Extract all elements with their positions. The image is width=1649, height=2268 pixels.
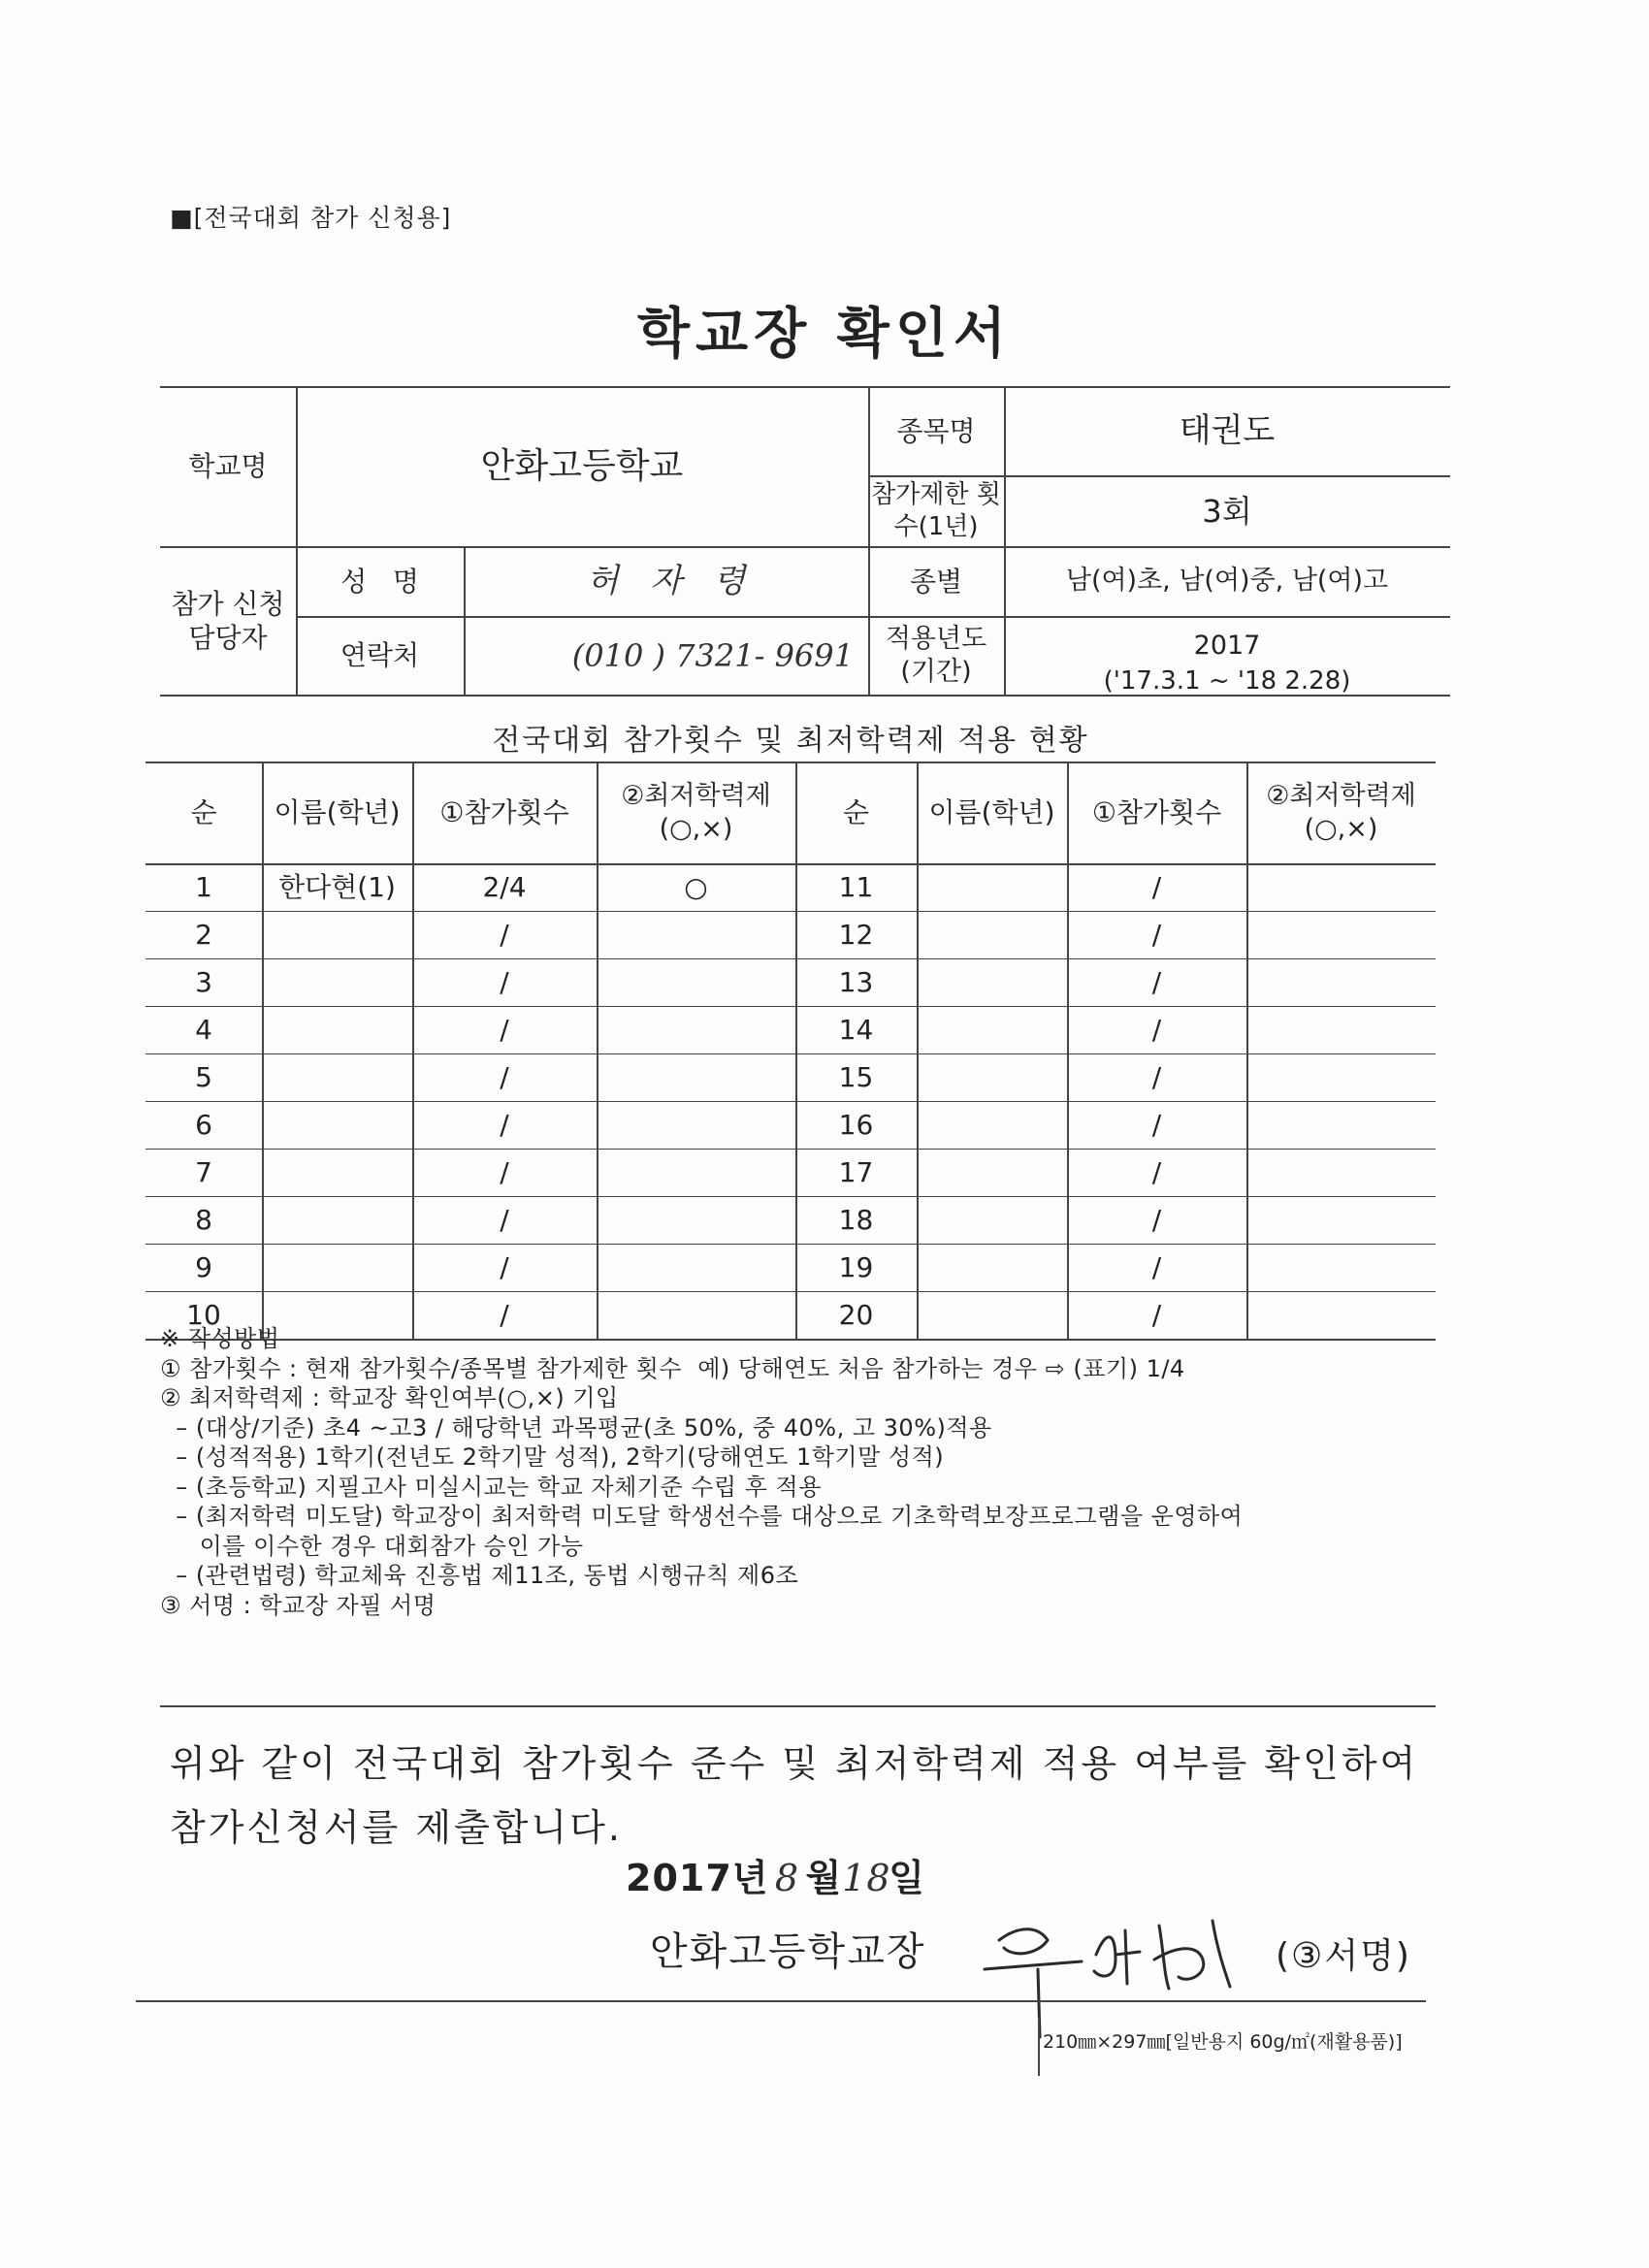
roster-cell-name: [917, 1101, 1067, 1149]
roster-cell-name: 한다현(1): [278, 871, 396, 903]
roster-cell-count: /: [1151, 1061, 1162, 1093]
column-header: 순: [190, 796, 217, 828]
roster-cell-name: [262, 1101, 412, 1149]
instruction-line: – (최저학력 미도달) 학교장이 최저학력 미도달 학생선수를 대상으로 기초학력보장프로그램을 운영하여: [160, 1503, 1244, 1530]
phone-value: (010 ) 7321- 9691: [571, 636, 854, 674]
roster-cell-no: 16: [838, 1109, 874, 1141]
roster-cell-name: [917, 958, 1067, 1006]
roster-cell-grade: [1246, 911, 1436, 958]
roster-cell-count: /: [500, 1251, 509, 1283]
column-header: ②최저학력제 (○,×): [1266, 780, 1416, 844]
contact-name-value: 허 자 령: [586, 561, 746, 600]
roster-cell-count: /: [1151, 1109, 1162, 1141]
roster-cell-count: /: [1151, 1299, 1162, 1331]
instruction-line: 이를 이수한 경우 대회참가 승인 가능: [160, 1532, 584, 1560]
roster-cell-no: 18: [838, 1204, 874, 1236]
roster-cell-count: /: [1151, 1014, 1162, 1046]
paper-spec-footer: 210㎜×297㎜[일반용지 60g/㎡(재활용품)]: [1043, 2031, 1403, 2053]
roster-cell-count: /: [1151, 1156, 1162, 1188]
roster-cell-count: /: [500, 919, 509, 951]
roster-cell-no: 17: [838, 1156, 874, 1188]
sport-label: 종목명: [896, 414, 976, 447]
instruction-line: – (대상/기준) 초4 ~고3 / 해당학년 과목평균(초 50%, 중 40%, 고 30%)적용: [160, 1413, 992, 1442]
roster-cell-name: [917, 1053, 1067, 1101]
date-year: 2017년: [626, 1857, 769, 1899]
instruction-line: – (초등학교) 지필고사 미실시교는 학교 자체기준 수립 후 적용: [160, 1473, 822, 1501]
roster-cell-count: /: [1151, 871, 1162, 903]
year-value: 2017: [1193, 631, 1261, 661]
roster-cell-count: /: [500, 1299, 509, 1331]
roster-cell-no: 5: [195, 1061, 212, 1093]
instruction-line: ① 참가횟수 : 현재 참가횟수/종목별 참가제한 횟수 예) 당해연도 처음 참가하는 경우 ⇨ (표기) 1/4: [160, 1354, 1185, 1382]
document-title: 학교장 확인서: [636, 303, 1013, 366]
roster-cell-count: /: [1151, 1251, 1162, 1283]
date-month: 8: [774, 1857, 800, 1899]
roster-cell-name: [262, 958, 412, 1006]
roster-cell-grade: [1246, 1196, 1436, 1244]
roster-cell-name: [262, 1196, 412, 1244]
roster-cell-grade: [1246, 1101, 1436, 1149]
category-value: 남(여)초, 남(여)중, 남(여)고: [1065, 566, 1389, 597]
roster-cell-grade: [597, 1149, 795, 1196]
roster-cell-name: [917, 1244, 1067, 1291]
column-header: ①참가횟수: [1091, 796, 1222, 828]
school-label: 학교명: [188, 450, 268, 482]
roster-cell-count: /: [500, 1061, 509, 1093]
instruction-line: – (관련법령) 학교체육 진흥법 제11조, 동법 시행규칙 제6조: [160, 1562, 799, 1589]
phone-label: 연락처: [340, 639, 420, 671]
roster-cell-name: [917, 911, 1067, 958]
roster-cell-count: /: [1151, 919, 1162, 951]
roster-cell-name: [262, 1149, 412, 1196]
participation-limit-label: 참가제한 횟수(1년): [871, 480, 1001, 541]
roster-cell-name: [262, 1006, 412, 1053]
roster-cell-grade: ○: [684, 871, 708, 903]
roster-cell-grade: [1246, 1053, 1436, 1101]
roster-cell-no: 3: [195, 966, 212, 998]
roster-cell-no: 9: [195, 1251, 212, 1283]
sport-name: 태권도: [1179, 410, 1276, 450]
period-value: ('17.3.1 ~ '18 2.28): [1103, 666, 1351, 696]
roster-cell-count: /: [500, 1014, 509, 1046]
date-month-unit: 월: [805, 1857, 843, 1899]
roster-cell-grade: [1246, 1149, 1436, 1196]
form-type-tag: ■[전국대회 참가 신청용]: [170, 204, 452, 232]
roster-cell-no: 10: [186, 1299, 221, 1331]
roster-cell-count: /: [500, 966, 509, 998]
roster-cell-no: 13: [838, 966, 874, 998]
school-name: 안화고등학교: [480, 446, 684, 486]
name-label: 성 명: [340, 565, 419, 598]
roster-cell-count: /: [500, 1156, 509, 1188]
roster-cell-count: /: [500, 1109, 509, 1141]
roster-cell-name: [917, 863, 1067, 911]
column-header: ①참가횟수: [439, 796, 569, 828]
column-header: 순: [842, 796, 870, 828]
roster-cell-count: 2/4: [482, 871, 527, 903]
roster-cell-grade: [597, 958, 795, 1006]
roster-cell-no: 8: [195, 1204, 212, 1236]
roster-cell-no: 20: [838, 1299, 874, 1331]
roster-cell-grade: [1246, 863, 1436, 911]
roster-cell-no: 15: [838, 1061, 874, 1093]
roster-cell-name: [262, 1053, 412, 1101]
roster-cell-no: 7: [195, 1156, 212, 1188]
contact-person-label: 참가 신청 담당자: [171, 587, 285, 654]
roster-cell-no: 2: [195, 919, 212, 951]
roster-cell-name: [262, 911, 412, 958]
roster-cell-grade: [597, 1006, 795, 1053]
instruction-line: – (성적적용) 1학기(전년도 2학기말 성적), 2학기(당해연도 1학기말 성적): [160, 1443, 945, 1471]
roster-cell-count: /: [1151, 1204, 1162, 1236]
column-header: 이름(학년): [928, 796, 1055, 828]
roster-cell-name: [917, 1006, 1067, 1053]
section-title: 전국대회 참가횟수 및 최저학력제 적용 현황: [492, 724, 1089, 758]
date-line: [626, 1848, 925, 1901]
roster-cell-no: 6: [195, 1109, 212, 1141]
principal-signature: [970, 1901, 1261, 2047]
roster-cell-no: 12: [838, 919, 874, 951]
roster-cell-no: 19: [838, 1251, 874, 1283]
roster-cell-grade: [1246, 1244, 1436, 1291]
column-header: 이름(학년): [274, 796, 401, 828]
roster-cell-grade: [597, 1101, 795, 1149]
instruction-line: ③ 서명 : 학교장 자필 서명: [160, 1591, 436, 1619]
instructions: [160, 1324, 1460, 1620]
column-header: ②최저학력제 (○,×): [621, 780, 771, 844]
date-day: 18: [842, 1857, 891, 1899]
roster-cell-name: [262, 1244, 412, 1291]
roster-cell-grade: [1246, 1006, 1436, 1053]
roster-cell-count: /: [500, 1204, 509, 1236]
roster-cell-no: 14: [838, 1014, 874, 1046]
signature-label: (③서명): [1276, 1936, 1411, 1976]
roster-cell-grade: [597, 911, 795, 958]
confirmation-statement: 위와 같이 전국대회 참가횟수 준수 및 최저학력제 적용 여부를 확인하여 참가신청서를 제출합니다.: [170, 1742, 1419, 1849]
instruction-line: ※ 작성방법: [160, 1325, 280, 1352]
category-label: 종별: [909, 565, 963, 598]
roster-cell-no: 11: [838, 871, 874, 903]
roster-cell-no: 1: [195, 871, 212, 903]
principal-label: 안화고등학교장: [650, 1929, 926, 1974]
roster-cell-grade: [597, 1196, 795, 1244]
roster-cell-count: /: [1151, 966, 1162, 998]
participation-limit-value: 3회: [1202, 492, 1252, 530]
roster-cell-grade: [597, 1053, 795, 1101]
roster-cell-name: [917, 1196, 1067, 1244]
instruction-line: ② 최저학력제 : 학교장 확인여부(○,×) 기입: [160, 1384, 619, 1411]
roster-cell-grade: [597, 1244, 795, 1291]
year-label: 적용년도 (기간): [885, 623, 987, 687]
date-day-unit: 일: [889, 1857, 925, 1899]
roster-cell-no: 4: [195, 1014, 212, 1046]
roster-cell-grade: [1246, 958, 1436, 1006]
roster-cell-name: [917, 1149, 1067, 1196]
